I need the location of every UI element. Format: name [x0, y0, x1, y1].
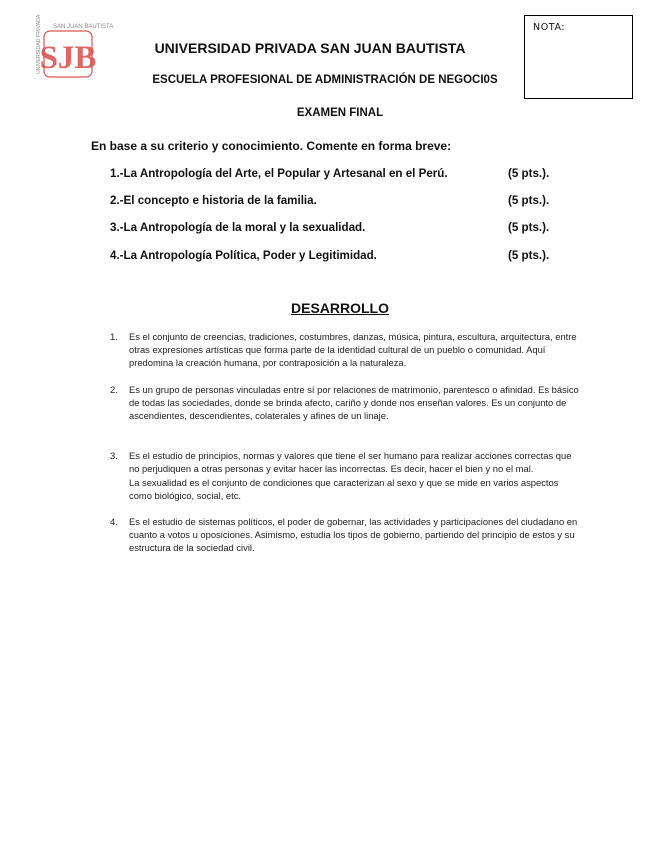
logo-brand-side: UNIVERSIDAD PRIVADA	[36, 14, 42, 74]
answer-paragraph: Es el estudio de principios, normas y valores que tiene el ser humano para realizar acciones correctas que no perjudiquen a otras personas y evitar hacer las incorrectas. Es decir, hacer el bien y no el mal.	[129, 450, 572, 475]
university-name: UNIVERSIDAD PRIVADA SAN JUAN BAUTISTA	[154, 40, 466, 56]
question-text: 3.-La Antropología de la moral y la sexualidad.	[110, 221, 366, 235]
answer-number: 3.	[110, 450, 118, 462]
question-item	[110, 167, 570, 194]
question-points: (5 pts.).	[508, 221, 550, 235]
question-text: 1.-La Antropología del Arte, el Popular y Artesanal en el Perú.	[110, 167, 448, 180]
question-list	[110, 167, 570, 276]
answer-paragraph: La sexualidad es el conjunto de condiciones que caracterizan al sexo y que se mide en varios aspectos como biológico, social, etc.	[129, 476, 559, 501]
logo-brand-top: SAN JUAN BAUTISTA	[53, 24, 114, 30]
answer-paragraph: Es el estudio de sistemas políticos, el poder de gobernar, las actividades y participaciones del ciudadano en cuanto a votos u oposiciones. Asimismo, estudia los tipos de gobierno, partiendo del principio de estos y su estructura de la sociedad civil.	[129, 516, 578, 554]
answer-item	[110, 515, 582, 555]
instructions: En base a su criterio y conocimiento. Comente en forma breve:	[91, 139, 452, 153]
question-text: 4.-La Antropología Política, Poder y Legitimidad.	[110, 248, 377, 262]
answer-number: 2.	[110, 383, 118, 395]
question-points: (5 pts.).	[508, 248, 550, 262]
question-item	[110, 194, 570, 221]
answer-item	[110, 449, 582, 502]
development-title: DESARROLLO	[291, 300, 389, 316]
question-text: 2.-El concepto e historia de la familia.	[110, 194, 317, 208]
logo-monogram: SJB	[39, 40, 97, 76]
answer-paragraph: Es el conjunto de creencias, tradiciones, costumbres, danzas, música, pintura, escultura, arquitectura, entre otras expresiones artísticas que forma parte de la identidad cultural de un pueblo o comunidad. Aquí predomina la creación humana, por contraposición a la naturaleza.	[129, 331, 577, 369]
school-name: ESCUELA PROFESIONAL DE ADMINISTRACIÓN DE NEGOCI0S	[152, 74, 498, 86]
exam-title: EXAMEN FINAL	[296, 107, 384, 119]
question-points: (5 pts.).	[508, 194, 550, 208]
answer-number: 4.	[110, 516, 118, 528]
answer-list	[110, 330, 582, 555]
question-item	[110, 249, 570, 276]
answer-paragraph: Es un grupo de personas vinculadas entre sí por relaciones de matrimonio, parentesco o afinidad. Es básico de todas las sociedades, donde se brinda afecto, cariño y donde nos enseñan valores. Es un conjunto de ascendientes, descendientes, colaterales y afines de un linaje.	[129, 383, 579, 422]
university-logo	[33, 14, 114, 80]
answer-item	[110, 330, 582, 370]
grade-label: NOTA:	[533, 22, 566, 33]
question-points: (5 pts.).	[508, 167, 550, 180]
grade-box[interactable]	[524, 15, 633, 99]
answer-number: 1.	[110, 331, 118, 342]
answer-item	[110, 383, 582, 423]
question-item	[110, 221, 570, 248]
